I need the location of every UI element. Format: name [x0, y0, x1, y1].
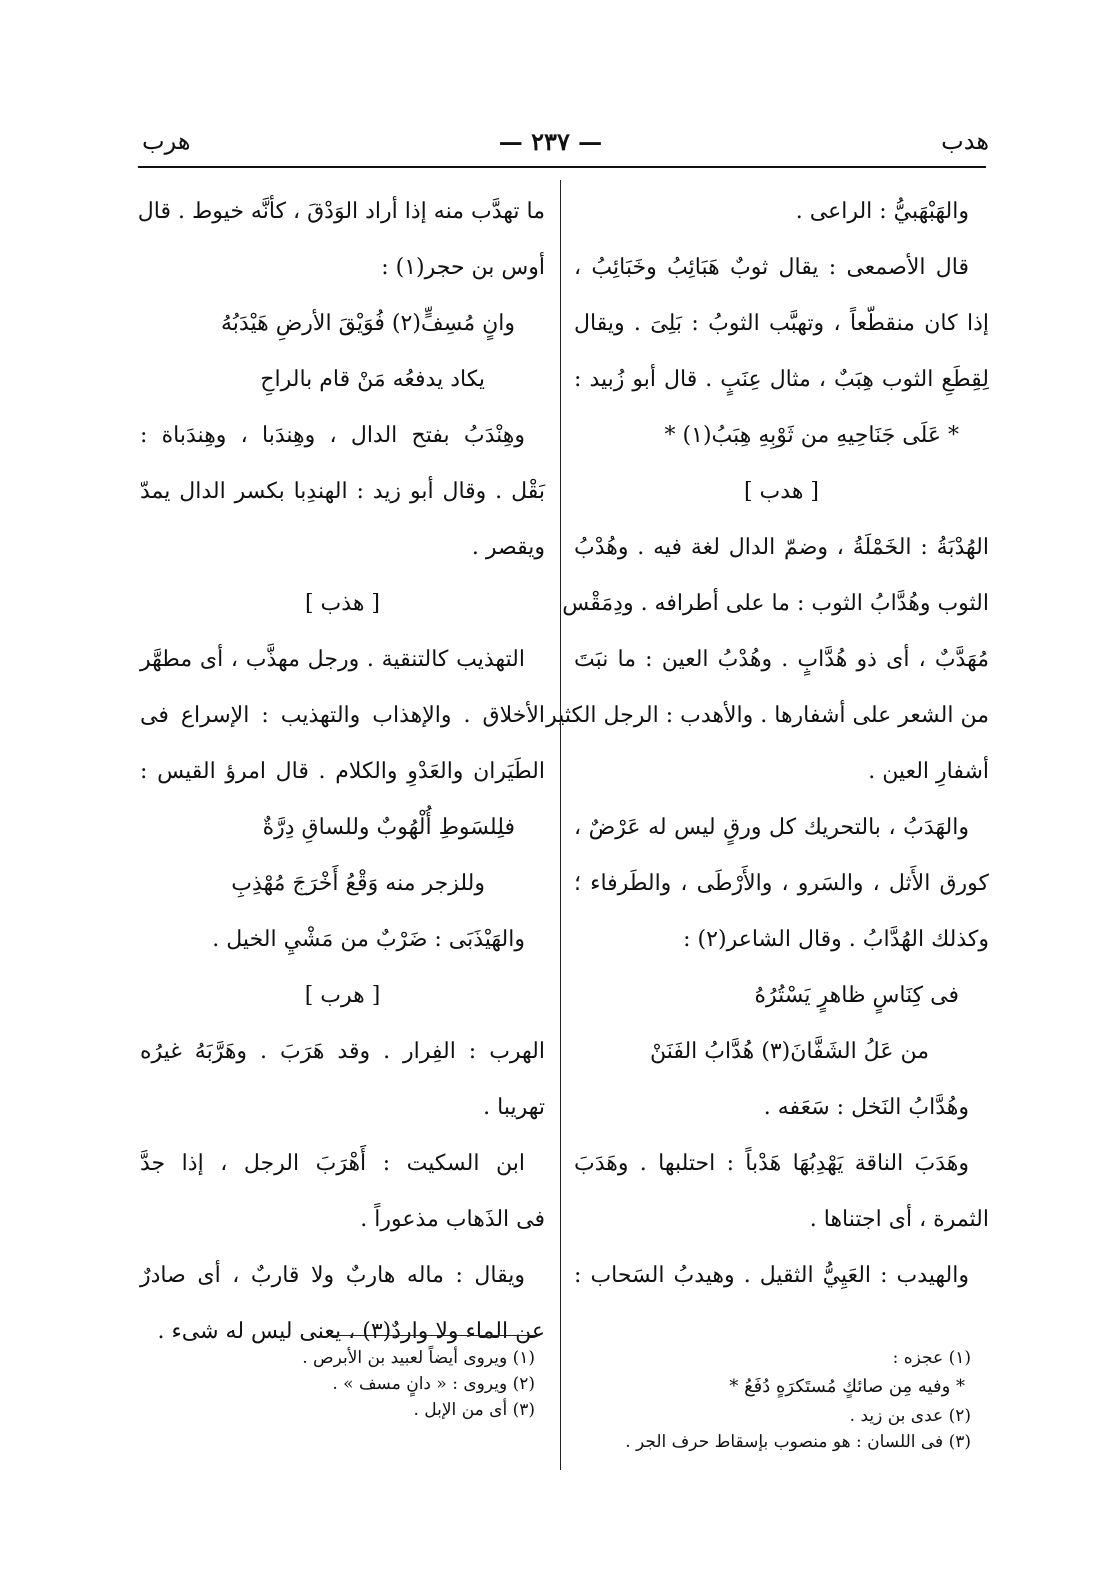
text-line: الطَيَران والعَدْوِ والكلام . قال امرؤ القيس : [140, 759, 545, 784]
footnote-line: (١) ويروى أيضاً لعبيد بن الأبرص . [302, 1348, 535, 1368]
text-line: الهرب : الفِرار . وقد هَرَبَ . وهَرَّبَهُ غيرُه [140, 1039, 545, 1064]
text-line: والهيدب : العَيِيُّ الثقيل . وهيدبُ السَحاب : [574, 1263, 969, 1288]
footnotes-left [140, 1345, 535, 1423]
text-line: إذا كان منقطّعاً ، وتهبَّب الثوبُ : بَلِىَ . ويقال [574, 311, 989, 336]
text-line: وهَدَبَ الناقة يَهْدِبُهَا هَدْباً : احتلبها . وهَدَبَ [574, 1151, 969, 1176]
text-line: والهَيْذَبَى : ضَرْبٌ من مَشْيِ الخيل . [212, 927, 525, 952]
text-line: والهَدَبُ ، بالتحريك كل ورقٍ ليس له عَرْضٌ ، [574, 815, 969, 840]
text-line: أشفارِ العين . [868, 759, 989, 784]
text-line: عن الماء ولا واردٌ(٣) ، يعنى ليس له شىء . [157, 1319, 545, 1344]
text-line: لِقِطَعِ الثوب هِبَبٌ ، مثال عِنَبٍ . قال أبو زُبيد : [574, 367, 989, 392]
text-line: التهذيب كالتنقية . ورجل مهذَّب ، أى مطهَّر [140, 647, 525, 672]
text-line: فى الذَهاب مذعوراً . [360, 1207, 545, 1232]
text-line: وانٍ مُسِفٍّ(٢) فُوَيْقَ الأرضِ هَيْدَبُهُ [221, 311, 515, 336]
text-line: قال الأصمعى : يقال ثوبٌ هَبَائِبُ وخَبَائِبُ ، [574, 255, 969, 280]
text-line: ويقال : ماله هاربٌ ولا قاربٌ ، أى صادرٌ [140, 1263, 525, 1288]
text-line: الثمرة ، أى اجتناها . [809, 1207, 989, 1232]
header-left-entry: هرب [142, 127, 191, 155]
footnote-line: (٣) فى اللسان : هو منصوب بإسقاط حرف الجر . [625, 1432, 971, 1452]
left-column [137, 184, 545, 1360]
right-column [546, 184, 989, 1304]
text-line: فلِلسَوطِ أُلْهُوبٌ وللساقِ دِرَّةٌ [262, 815, 515, 840]
text-line: الثوب وهُدَّابُ الثوب : ما على أطرافه . ودِمَقْس [562, 591, 989, 616]
header-right-entry: هدب [941, 127, 989, 155]
text-line: وهُدَّابُ النَخل : سَعَفه . [763, 1095, 969, 1120]
text-line: تهريبا . [483, 1095, 545, 1120]
text-line: ويقصر . [471, 535, 545, 560]
footnote-line: (٢) ويروى : « دانٍ مسف » . [332, 1374, 535, 1394]
text-line: [ هرب ] [304, 983, 381, 1008]
footnote-line: (٢) عدى بن زيد . [849, 1406, 971, 1426]
text-line: بَقْل . وقال أبو زيد : الهندِبا بكسر الدال يمدّ [140, 479, 545, 504]
text-line: [ هدب ] [743, 479, 819, 504]
text-line: من عَلُ الشَفَّانَ(٣) هُدَّابُ الفَنَنْ [649, 1039, 929, 1064]
text-line: والهَبْهَبيُّ : الراعى . [795, 199, 969, 224]
text-line: الهُدْبَةُ : الخَمْلَةُ ، وضمّ الدال لغة فيه . وهُدْبُ [574, 535, 989, 560]
text-line: مُهَدَّبٌ ، أى ذو هُدَّابٍ . وهُدْبُ العين : ما نبَتَ [574, 647, 989, 672]
text-line: أوس بن حجر(١) : [381, 255, 545, 280]
footnotes-right [571, 1345, 971, 1455]
text-line: من الشعر على أشفارها . والأهدب : الرجل الكثير [546, 703, 989, 728]
text-line: ابن السكيت : أَهْرَبَ الرجل ، إذا جدَّ [140, 1151, 525, 1176]
text-line: * عَلَى جَنَاحِيهِ من ثَوْبِهِ هِبَبُ(١) * [664, 423, 959, 448]
footnote-line: * وفيه مِن صائكٍ مُستَكرَهٍ دُفَعُ * [729, 1376, 965, 1397]
text-line: وهِنْدَبُ بفتح الدال ، وهِندَبا ، وهِندَباة : [140, 423, 525, 448]
text-line: كورق الأَثل ، والسَرو ، والأَرْطَى ، والطَرفاء ؛ [574, 871, 989, 896]
text-line: يكاد يدفعُه مَنْ قام بالراحِ [260, 367, 485, 392]
text-line: وكذلك الهُدَّابُ . وقال الشاعر(٢) : [683, 927, 989, 952]
text-line: ما تهدَّب منه إذا أراد الوَدْقَ ، كأنَّه خيوط . قال [137, 199, 545, 224]
header-rule [138, 166, 986, 168]
page-number: — ٢٣٧ — [498, 127, 603, 156]
text-line: [ هذب ] [304, 591, 380, 616]
text-line: الأخلاق . والإهذاب والتهذيب : الإسراع فى [140, 703, 545, 728]
footnote-line: (١) عجزه : [892, 1348, 971, 1368]
column-divider [560, 180, 561, 1470]
text-line: وللزجر منه وَقْعُ أَخْرَجَ مُهْذِبِ [231, 871, 485, 896]
footnote-rule [330, 1335, 540, 1336]
footnote-line: (٣) أى من الإبل . [413, 1400, 535, 1420]
text-line: فى كِنَاسٍ ظاهرٍ يَسْتُرُهُ [754, 983, 959, 1008]
